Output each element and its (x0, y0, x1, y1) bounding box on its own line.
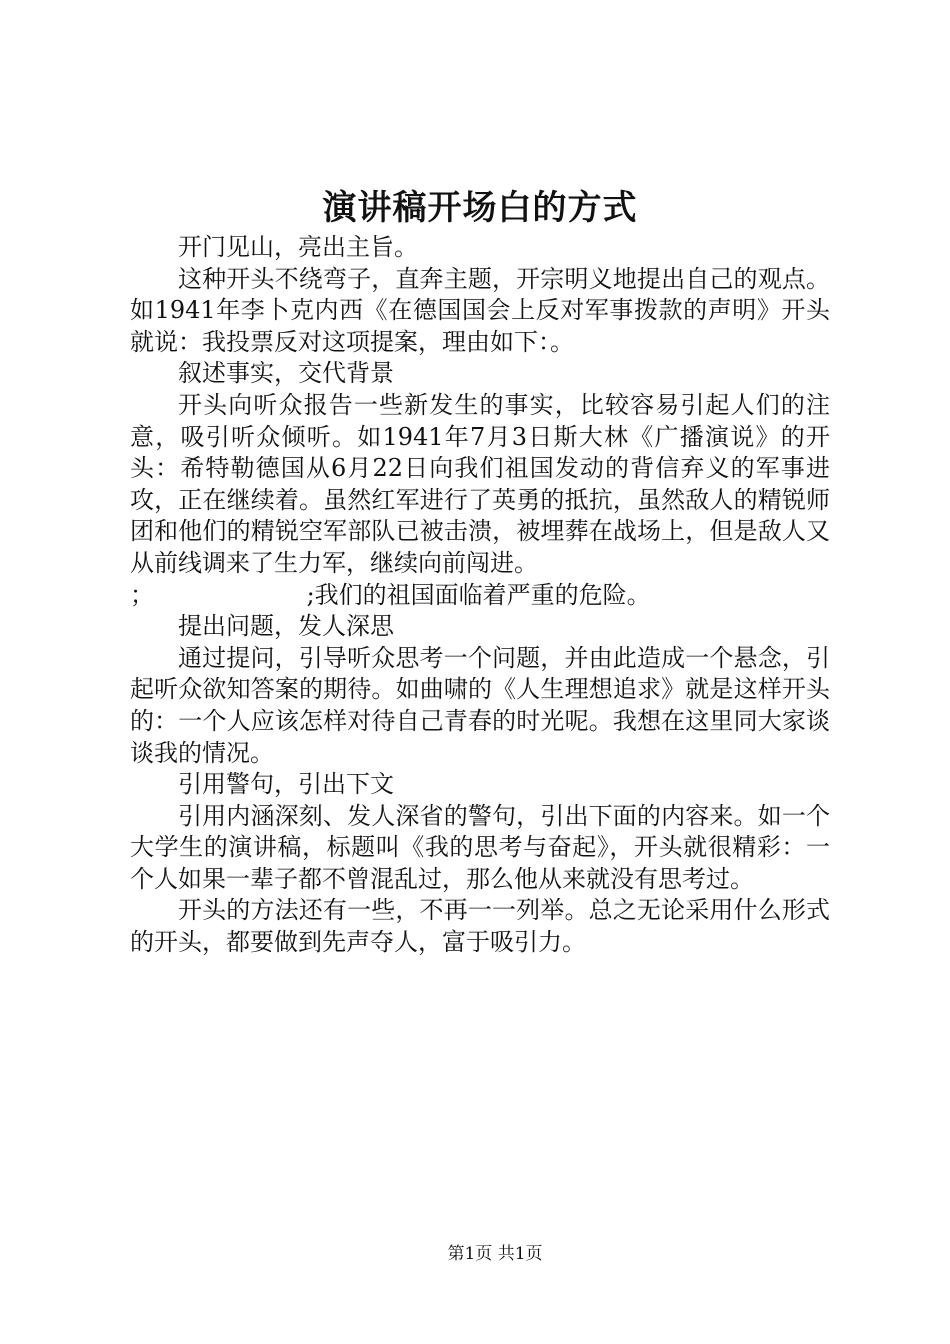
section-paragraph-2: 开头向听众报告一些新发生的事实，比较容易引起人们的注意，吸引听众倾听。如1941年7月3日斯大林《广播演说》的开头：希特勒德国从6月22日向我们祖国发动的背信弃义的军事进攻，正在继续着。虽然红军进行了英勇的抵抗，虽然敌人的精锐师团和他们的精锐空军部队已被击溃，被埋葬在战场上，但是敌人又从前线调来了生力军，继续向前闯进。 (130, 390, 830, 577)
section-heading-3: 提出问题，发人深思 (178, 612, 394, 641)
section-heading-2: 叙述事实，交代背景 (178, 359, 394, 388)
page-footer: 第1页 共1页 (447, 1244, 543, 1264)
section-heading-1: 开门见山，亮出主旨。 (178, 233, 418, 261)
section-heading-4: 引用警句，引出下文 (178, 770, 394, 799)
document-title: 演讲稿开场白的方式 (322, 188, 638, 228)
closing-paragraph: 开头的方法还有一些，不再一一列举。总之无论采用什么形式的开头，都要做到先声夺人，富于吸引力。 (130, 896, 830, 957)
section-paragraph-2-tail: ； ;我们的祖国面临着严重的危险。 (130, 580, 651, 609)
section-paragraph-4: 引用内涵深刻、发人深省的警句，引出下面的内容来。如一个大学生的演讲稿，标题叫《我的思考与奋起》，开头就很精彩：一个人如果一辈子都不曾混乱过，那么他从来就没有思考过。 (130, 801, 830, 893)
document-body (130, 232, 830, 959)
section-paragraph-3: 通过提问，引导听众思考一个问题，并由此造成一个悬念，引起听众欲知答案的期待。如曲啸的《人生理想追求》就是这样开头的：一个人应该怎样对待自己青春的时光呢。我想在这里同大家谈谈我的情况。 (130, 643, 830, 767)
section-paragraph-1: 这种开头不绕弯子，直奔主题，开宗明义地提出自己的观点。如1941年李卜克内西《在德国国会上反对军事拨款的声明》开头就说：我投票反对这项提案，理由如下：。 (130, 264, 830, 356)
